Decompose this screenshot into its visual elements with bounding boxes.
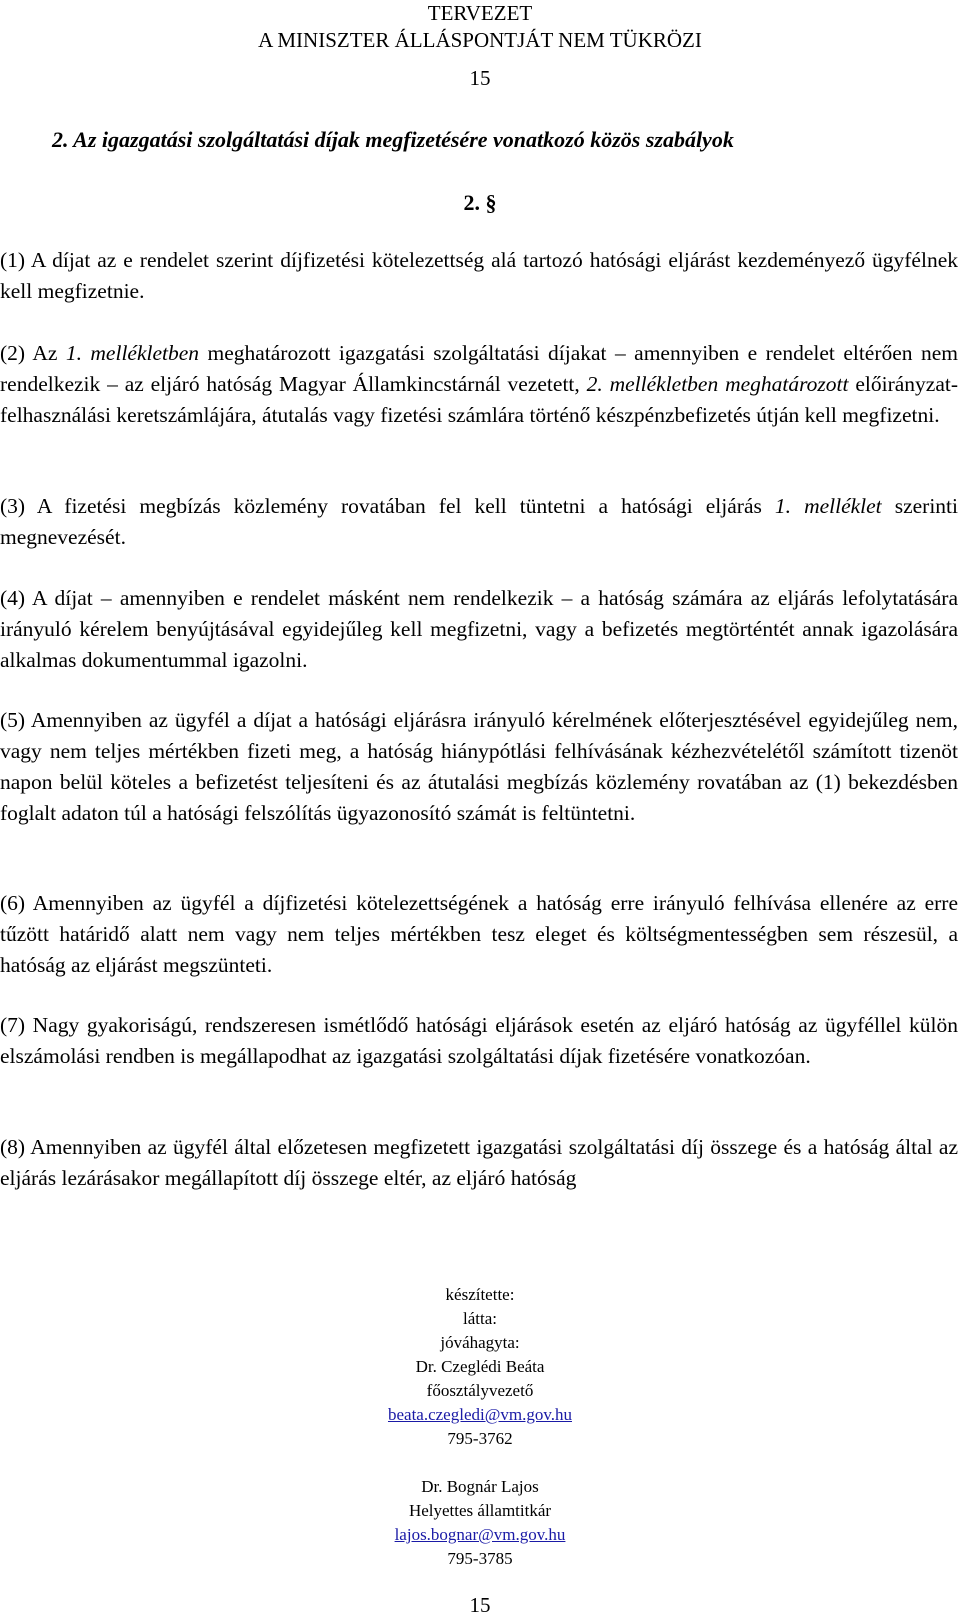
page-number-bottom: 15 [469,1593,491,1617]
seen-by-label: látta: [463,1309,497,1328]
paragraph-8: (8) Amennyiben az ügyfél által előzetesen megfizetett igazgatási szolgáltatási díj összege és a hatóság által az eljárás lezárásakor megállapított díj összege eltér, az eljáró hatóság [0,1135,958,1190]
signatory-1-name: Dr. Czeglédi Beáta [415,1357,545,1376]
draft-label: TERVEZET [427,1,533,25]
paragraph-3-text-a: (3) A fizetési megbízás közlemény rovatában fel kell tüntetni a hatósági eljárás [0,494,775,518]
section-number: 2. § [463,190,497,215]
signatory-2-name: Dr. Bognár Lajos [421,1477,539,1496]
paragraph-5: (5) Amennyiben az ügyfél a díjat a hatósági eljárásra irányuló kérelmének előterjesztésével egyidejűleg nem, vagy nem teljes mértékben fizeti meg, a hatóság hiánypótlási felhívásának kézhezvételétől számított tizenöt napon belül köteles a befizetést teljesíteni és az átutalási megbízás közlemény rovatában az (1) bekezdésben foglalt adaton túl a hatósági felszólítás ügyazonosító számát is feltüntetni. [0,708,958,825]
paragraph-2-text-b: meghatározott igazgatási szolgáltatási díjakat – amennyiben e rendelet eltérően nem rendelkezik – az eljáró hatóság Magyar Államkincstárnál vezetett, [0,341,959,396]
signatory-2-phone: 795-3785 [447,1549,513,1568]
paragraph-3-text-b: szerinti megnevezését. [0,494,958,549]
draft-disclaimer: A MINISZTER ÁLLÁSPONTJÁT NEM TÜKRÖZI [258,28,702,52]
signature-block [0,1283,960,1571]
prepared-by-label: készítette: [445,1285,515,1304]
draft-watermark-header [0,0,960,54]
paragraph-1: (1) A díjat az e rendelet szerint díjfizetési kötelezettség alá tartozó hatósági eljárást kezdeményező ügyfélnek kell megfizetnie. [0,248,958,303]
signature-spacer [0,1451,960,1475]
paragraph-2-text-a: (2) Az [0,341,66,365]
annex-1-reference: 1. mellékletben [65,341,200,365]
paragraph-2-text-c: előirányzat-felhasználási keretszámlájára, átutalás vagy fizetési számlára történő készpénzbefizetés útján kell megfizetni. [0,372,959,427]
paragraph-7: (7) Nagy gyakoriságú, rendszeresen ismétlődő hatósági eljárások esetén az eljáró hatóság az ügyféllel külön elszámolási rendben is megállapodhat az igazgatási szolgáltatási díjak fizetésére vonatkozóan. [0,1013,958,1068]
annex-2-reference: 2. mellékletben meghatározott [586,372,849,396]
approved-by-label: jóváhagyta: [440,1333,520,1352]
paragraph-3 [0,491,958,553]
annex-1-reference: 1. melléklet [774,494,882,518]
chapter-heading: 2. Az igazgatási szolgáltatási díjak megfizetésére vonatkozó közös szabályok [52,127,734,152]
paragraph-2 [0,338,958,431]
signatory-2-email-link[interactable]: lajos.bognar@vm.gov.hu [394,1525,566,1544]
page-number-top: 15 [469,66,491,90]
paragraph-4: (4) A díjat – amennyiben e rendelet másként nem rendelkezik – a hatóság számára az eljárás lefolytatására irányuló kérelem benyújtásával egyidejűleg kell megfizetni, vagy a befizetés megtörténtét annak igazolására alkalmas dokumentummal igazolni. [0,586,958,672]
signatory-1-phone: 795-3762 [447,1429,513,1448]
signatory-2-title: Helyettes államtitkár [408,1501,552,1520]
paragraph-6: (6) Amennyiben az ügyfél a díjfizetési kötelezettségének a hatóság erre irányuló felhívása ellenére az erre tűzött határidő alatt nem vagy nem teljes mértékben tesz eleget és költségmentességben sem részesül, a hatóság az eljárást megszünteti. [0,891,958,977]
signatory-1-email-link[interactable]: beata.czegledi@vm.gov.hu [387,1405,572,1424]
signatory-1-title: főosztályvezető [426,1381,534,1400]
